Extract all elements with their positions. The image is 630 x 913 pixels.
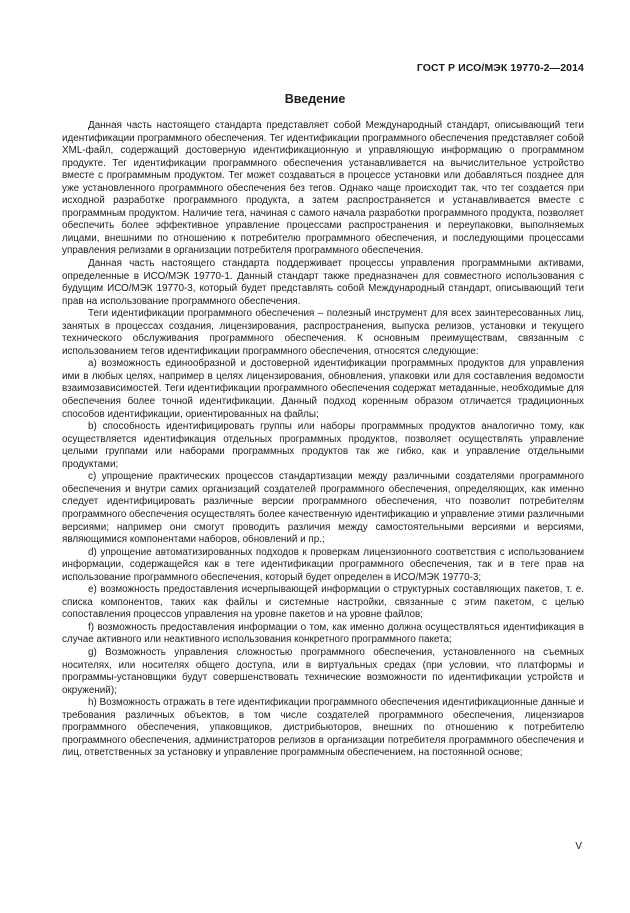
page-number: V bbox=[575, 841, 582, 852]
paragraph: Данная часть настоящего стандарта поддерживает процессы управления программными активами, определенные в ИСО/МЭК 19770-1. Данный стандарт также предназначен для совместного использования с будущим ИСО/МЭК 19770-3, который будет представлять собой Международный стандарт, описывающий теги прав на использование программного обеспечения. bbox=[62, 258, 584, 307]
paragraph: Теги идентификации программного обеспечения – полезный инструмент для всех заинтересованных лиц, занятых в процессах создания, лицензирования, распространения, выпуска релизов, установки и текущего технического обслуживания программного обеспечения. К основным преимуществам, связанным с использованием тегов идентификации программного обеспечения, относятся следующие: bbox=[62, 308, 584, 357]
list-item-e: e) возможность предоставления исчерпывающей информации о структурных составляющих пакетов, т. е. списка компонентов, таких как файлы и системные настройки, связанные с этим пакетом, с целью сопоставления процессов управления на уровне пакетов и на уровне файлов; bbox=[62, 584, 584, 621]
body-text bbox=[62, 120, 584, 760]
list-item-b: b) способность идентифицировать группы или наборы программных продуктов аналогично тому, как осуществляется идентификация отдельных программных продуктов, позволяет осуществлять управление целыми группами или наборами программных продуктов так же гибко, как и управление отдельными продуктами; bbox=[62, 421, 584, 470]
list-item-d: d) упрощение автоматизированных подходов к проверкам лицензионного соответствия с использованием информации, содержащейся как в теге идентификации программного обеспечения, так и в теге прав на использование программного обеспечения, который будет определен в ИСО/МЭК 19770-3; bbox=[62, 546, 584, 583]
list-item-f: f) возможность предоставления информации о том, как именно должна осуществляться идентификация в случае активного или неактивного использования конкретного программного пакета; bbox=[62, 621, 584, 646]
list-item-h: h) Возможность отражать в теге идентификации программного обеспечения идентификационные данные и требования различных объектов, в том числе создателей программного обеспечения, лицензиаров программного обеспечения, упаковщиков, дистрибьюторов, внешних по отношению к потребителю программного обеспечения, администраторов релизов в организации потребителя программного обеспечения и лиц, ответственных за установку и управление программным обеспечением, на постоянной основе; bbox=[62, 697, 584, 759]
paragraph: Данная часть настоящего стандарта представляет собой Международный стандарт, описывающий теги идентификации программного обеспечения. Тег идентификации программного обеспечения представляет собой XML-файл, содержащий достоверную идентификационную и управляющую информацию о программном продукте. Тег идентификации программного обеспечения устанавливается на вычислительное устройство вместе с программным продуктом. Тег может создаваться в процессе установки или добавляться позднее для уже установленного программного обеспечения без тегов. Однако чаще происходит так, что тег создается при исходной разработке программного продукта, а затем распространяется и устанавливается вместе с программным продуктом. Наличие тега, начиная с самого начала разработки программного продукта, позволяет обеспечить более эффективное управление процессами распространения и переупаковки, выполняемых лицами, внешними по отношению к потребителю программного обеспечения, и последующими процессами управления релизами в организации потребителя программного обеспечения. bbox=[62, 120, 584, 257]
list-item-a: a) возможность единообразной и достоверной идентификации программных продуктов для управления ими в любых целях, например в целях лицензирования, обновления, упаковки или для составления ведомости взаимозависимостей. Теги идентификации программного обеспечения содержат метаданные, необходимые для обеспечения более точной идентификации. Данный подход коренным образом отличается традиционных способов идентификации, ориентированных на файлы; bbox=[62, 358, 584, 420]
document-code-header: ГОСТ Р ИСО/МЭК 19770-2—2014 bbox=[416, 62, 584, 74]
section-title: Введение bbox=[284, 92, 346, 106]
list-item-g: g) Возможность управления сложностью программного обеспечения, установленного на съемных носителях, или носителях общего доступа, или в виртуальных средах (при условии, что платформы и программы-установщики будут совершенствовать технические возможности по идентификации устройств и окружений); bbox=[62, 646, 584, 696]
list-item-c: c) упрощение практических процессов стандартизации между различными создателями программного обеспечения и внутри самих организаций создателей программного обеспечения, определяющих, как именно следует идентифицировать различные версии программного обеспечения, что позволит потребителям программного обеспечения осуществлять более качественную идентификацию и управление этими различными версиями; например они смогут проводить различия между самостоятельными версиями и версиями, являющимися компонентами наборов, обновлений и пр.; bbox=[62, 471, 584, 546]
